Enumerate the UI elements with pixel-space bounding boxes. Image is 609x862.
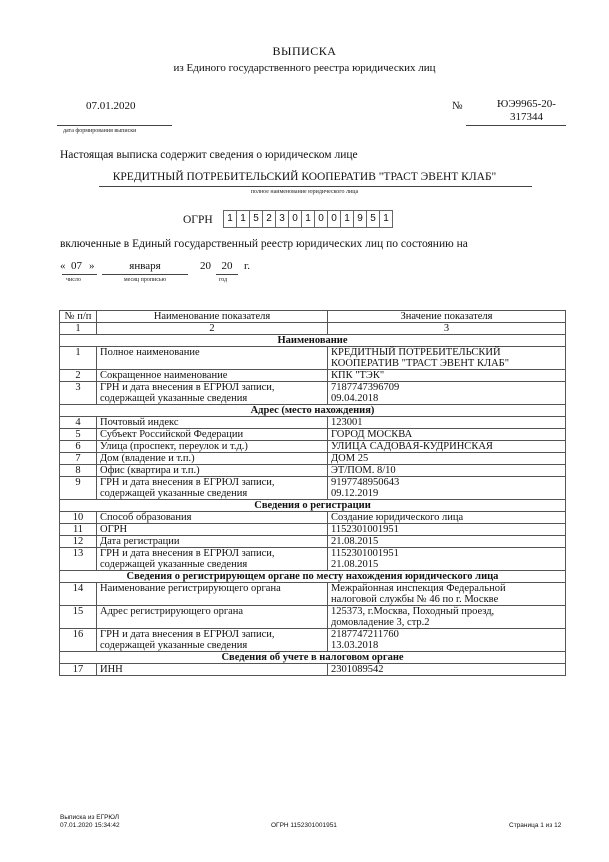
indicator-name-line: ГРН и дата внесения в ЕГРЮЛ записи,	[100, 382, 275, 393]
number-underline	[466, 125, 566, 126]
table-row	[60, 441, 566, 453]
indicator-name-cell	[97, 347, 328, 370]
indicator-name-line: Способ образования	[100, 512, 192, 523]
indicator-value-line: Межрайонная инспекция Федеральной	[331, 583, 506, 594]
ogrn-digit: 1	[236, 210, 250, 228]
indicator-value-line: КПК "ТЭК"	[331, 370, 385, 381]
state-date-close-quote: »	[89, 260, 95, 272]
indicator-value-cell	[328, 465, 566, 477]
indicator-name-line: содержащей указанные сведения	[100, 640, 248, 651]
ogrn-digit: 1	[340, 210, 354, 228]
table-row	[60, 477, 566, 500]
ogrn-digit: 0	[314, 210, 328, 228]
state-date-month: января	[129, 260, 161, 272]
footer-left-line1: Выписка из ЕГРЮЛ	[60, 814, 119, 821]
indicator-value-line: 13.03.2018	[331, 640, 379, 651]
table-row	[60, 429, 566, 441]
indicator-name-line: Адрес регистрирующего органа	[100, 606, 244, 617]
indicator-name-line: ГРН и дата внесения в ЕГРЮЛ записи,	[100, 477, 275, 488]
row-number: 7	[60, 453, 97, 465]
extract-number-line1: ЮЭ9965-20-	[497, 98, 556, 110]
indicator-value-cell	[328, 477, 566, 500]
indicator-name-line: содержащей указанные сведения	[100, 488, 248, 499]
footer-page-number: Страница 1 из 12	[509, 822, 562, 829]
indicator-value-line: УЛИЦА САДОВАЯ-КУДРИНСКАЯ	[331, 441, 493, 452]
formation-date-caption: дата формирования выписки	[63, 128, 137, 134]
row-number: 3	[60, 382, 97, 405]
ogrn-digit: 0	[327, 210, 341, 228]
indicator-value-cell	[328, 524, 566, 536]
indicator-value-cell	[328, 536, 566, 548]
row-number: 14	[60, 583, 97, 606]
indicator-value-cell	[328, 441, 566, 453]
indicator-value-cell	[328, 370, 566, 382]
header-number-cell: 3	[328, 323, 566, 335]
header-cell: № п/п	[60, 311, 97, 323]
row-number: 17	[60, 664, 97, 676]
table-row	[60, 536, 566, 548]
indicator-name-cell	[97, 370, 328, 382]
table-row	[60, 465, 566, 477]
table-row	[60, 606, 566, 629]
footer-left-line2: 07.01.2020 15:34:42	[60, 822, 120, 829]
indicator-name-line: Офис (квартира и т.п.)	[100, 465, 200, 476]
row-number: 8	[60, 465, 97, 477]
indicator-name-line: Почтовый индекс	[100, 417, 179, 428]
table-row	[60, 417, 566, 429]
indicator-name-line: Дата регистрации	[100, 536, 180, 547]
section-title: Сведения об учете в налоговом органе	[60, 652, 566, 664]
extract-number	[489, 98, 564, 124]
indicator-name-line: содержащей указанные сведения	[100, 393, 248, 404]
indicator-name-line: Наименование регистрирующего органа	[100, 583, 281, 594]
table-row	[60, 548, 566, 571]
header-number-cell: 2	[97, 323, 328, 335]
indicator-name-line: содержащей указанные сведения	[100, 559, 248, 570]
row-number: 11	[60, 524, 97, 536]
indicator-value-line: налоговой службы № 46 по г. Москве	[331, 594, 499, 605]
indicator-value-line: ЭТ/ПОМ. 8/10	[331, 465, 396, 476]
indicator-name-line: Дом (владение и т.п.)	[100, 453, 195, 464]
table-row	[60, 512, 566, 524]
full-name-caption: полное наименование юридического лица	[250, 189, 359, 195]
indicator-value-line: 2187747211760	[331, 629, 399, 640]
table-header-numbers-row	[60, 323, 566, 335]
document-title: ВЫПИСКА	[272, 44, 337, 58]
row-number: 5	[60, 429, 97, 441]
state-date-year: 20	[221, 260, 233, 272]
section-header-row	[60, 500, 566, 512]
indicator-name-cell	[97, 477, 328, 500]
indicator-value-line: 125373, г.Москва, Походный проезд,	[331, 606, 495, 617]
ogrn-label: ОГРН	[183, 214, 213, 226]
indicator-name-cell	[97, 453, 328, 465]
ogrn-digit: 3	[275, 210, 289, 228]
section-title: Наименование	[60, 335, 566, 347]
indicator-name-cell	[97, 606, 328, 629]
indicator-name-cell	[97, 417, 328, 429]
table-row	[60, 583, 566, 606]
included-text: включенные в Единый государственный реестр юридических лиц по состоянию на	[60, 238, 468, 250]
table-row	[60, 347, 566, 370]
row-number: 2	[60, 370, 97, 382]
indicator-name-line: ИНН	[100, 664, 123, 675]
indicator-value-cell	[328, 548, 566, 571]
table-row	[60, 664, 566, 676]
indicator-name-cell	[97, 441, 328, 453]
indicator-name-cell	[97, 536, 328, 548]
indicator-value-line: 1152301001951	[331, 548, 399, 559]
section-header-row	[60, 405, 566, 417]
ogrn-digit: 1	[301, 210, 315, 228]
indicator-name-line: Улица (проспект, переулок и т.д.)	[100, 441, 248, 452]
section-header-row	[60, 335, 566, 347]
number-sign: №	[452, 100, 463, 112]
indicator-name-cell	[97, 382, 328, 405]
table-row	[60, 382, 566, 405]
header-cell: Значение показателя	[328, 311, 566, 323]
indicator-value-line: 123001	[331, 417, 363, 428]
indicator-value-cell	[328, 583, 566, 606]
indicator-value-cell	[328, 664, 566, 676]
ogrn-digit: 5	[249, 210, 263, 228]
indicator-value-cell	[328, 347, 566, 370]
ogrn-digit: 0	[288, 210, 302, 228]
indicator-name-line: Полное наименование	[100, 347, 200, 358]
indicator-value-line: ГОРОД МОСКВА	[331, 429, 413, 440]
row-number: 1	[60, 347, 97, 370]
month-underline	[102, 274, 188, 275]
ogrn-digit: 1	[379, 210, 393, 228]
indicator-name-cell	[97, 465, 328, 477]
state-date-day: 07	[71, 260, 82, 272]
legal-entity-full-name: КРЕДИТНЫЙ ПОТРЕБИТЕЛЬСКИЙ КООПЕРАТИВ "ТРАСТ ЭВЕНТ КЛАБ"	[112, 171, 497, 183]
indicator-value-cell	[328, 512, 566, 524]
indicator-value-cell	[328, 417, 566, 429]
table-header-row	[60, 311, 566, 323]
formation-date: 07.01.2020	[86, 100, 136, 112]
section-title: Сведения о регистрации	[60, 500, 566, 512]
header-cell: Наименование показателя	[97, 311, 328, 323]
day-underline	[62, 274, 97, 275]
row-number: 16	[60, 629, 97, 652]
ogrn-digit: 5	[366, 210, 380, 228]
indicator-value-cell	[328, 382, 566, 405]
indicator-name-cell	[97, 524, 328, 536]
section-header-row	[60, 652, 566, 664]
section-header-row	[60, 571, 566, 583]
intro-text: Настоящая выписка содержит сведения о юридическом лице	[60, 149, 358, 161]
indicator-name-cell	[97, 583, 328, 606]
indicator-value-line: 21.08.2015	[331, 559, 379, 570]
row-number: 15	[60, 606, 97, 629]
indicator-value-cell	[328, 453, 566, 465]
row-number: 4	[60, 417, 97, 429]
indicator-name-cell	[97, 429, 328, 441]
table-row	[60, 629, 566, 652]
indicator-value-line: КООПЕРАТИВ "ТРАСТ ЭВЕНТ КЛАБ"	[331, 358, 509, 369]
table-row	[60, 524, 566, 536]
indicator-name-cell	[97, 629, 328, 652]
row-number: 10	[60, 512, 97, 524]
indicator-value-line: ДОМ 25	[331, 453, 369, 464]
year-caption: год	[219, 277, 228, 283]
indicator-value-line: 7187747396709	[331, 382, 400, 393]
extract-number-line2: 317344	[510, 111, 543, 123]
date-underline	[57, 125, 172, 126]
footer-ogrn: ОГРН 1152301001951	[271, 822, 337, 829]
indicator-name-cell	[97, 512, 328, 524]
ogrn-digit: 9	[353, 210, 367, 228]
section-title: Адрес (место нахождения)	[60, 405, 566, 417]
month-caption: месяц прописью	[123, 277, 167, 283]
table-row	[60, 370, 566, 382]
ogrn-digit-boxes	[223, 210, 392, 228]
footer-left	[60, 814, 120, 830]
section-title: Сведения о регистрирующем органе по месту нахождения юридического лица	[60, 571, 566, 583]
indicator-value-line: Создание юридического лица	[331, 512, 464, 523]
indicator-name-line: ОГРН	[100, 524, 128, 535]
indicator-name-line: Субъект Российской Федерации	[100, 429, 244, 440]
indicator-value-line: 09.04.2018	[331, 393, 379, 404]
indicator-value-cell	[328, 629, 566, 652]
indicator-value-line: домовладение 3, стр.2	[331, 617, 430, 628]
indicator-name-cell	[97, 664, 328, 676]
indicator-name-line: ГРН и дата внесения в ЕГРЮЛ записи,	[100, 548, 275, 559]
year-underline	[216, 274, 238, 275]
indicator-value-cell	[328, 429, 566, 441]
header-number-cell: 1	[60, 323, 97, 335]
state-date-open-quote: «	[60, 260, 66, 272]
row-number: 13	[60, 548, 97, 571]
table-row	[60, 453, 566, 465]
document-subtitle: из Единого государственного реестра юридических лиц	[173, 62, 436, 74]
state-date-century: 20	[200, 260, 211, 272]
indicator-value-line: 09.12.2019	[331, 488, 379, 499]
row-number: 9	[60, 477, 97, 500]
indicator-value-line: 1152301001951	[331, 524, 399, 535]
indicator-value-line: КРЕДИТНЫЙ ПОТРЕБИТЕЛЬСКИЙ	[331, 347, 501, 358]
row-number: 12	[60, 536, 97, 548]
full-name-underline	[99, 186, 532, 187]
indicator-value-line: 2301089542	[331, 664, 384, 675]
ogrn-digit: 2	[262, 210, 276, 228]
indicator-name-cell	[97, 548, 328, 571]
indicator-name-line: Сокращенное наименование	[100, 370, 228, 381]
ogrn-digit: 1	[223, 210, 237, 228]
state-date-year-suffix: г.	[244, 260, 251, 272]
egrul-table	[59, 310, 566, 676]
indicator-value-cell	[328, 606, 566, 629]
indicator-value-line: 21.08.2015	[331, 536, 379, 547]
indicator-name-line: ГРН и дата внесения в ЕГРЮЛ записи,	[100, 629, 275, 640]
indicator-value-line: 9197748950643	[331, 477, 400, 488]
row-number: 6	[60, 441, 97, 453]
day-caption: число	[66, 277, 81, 283]
